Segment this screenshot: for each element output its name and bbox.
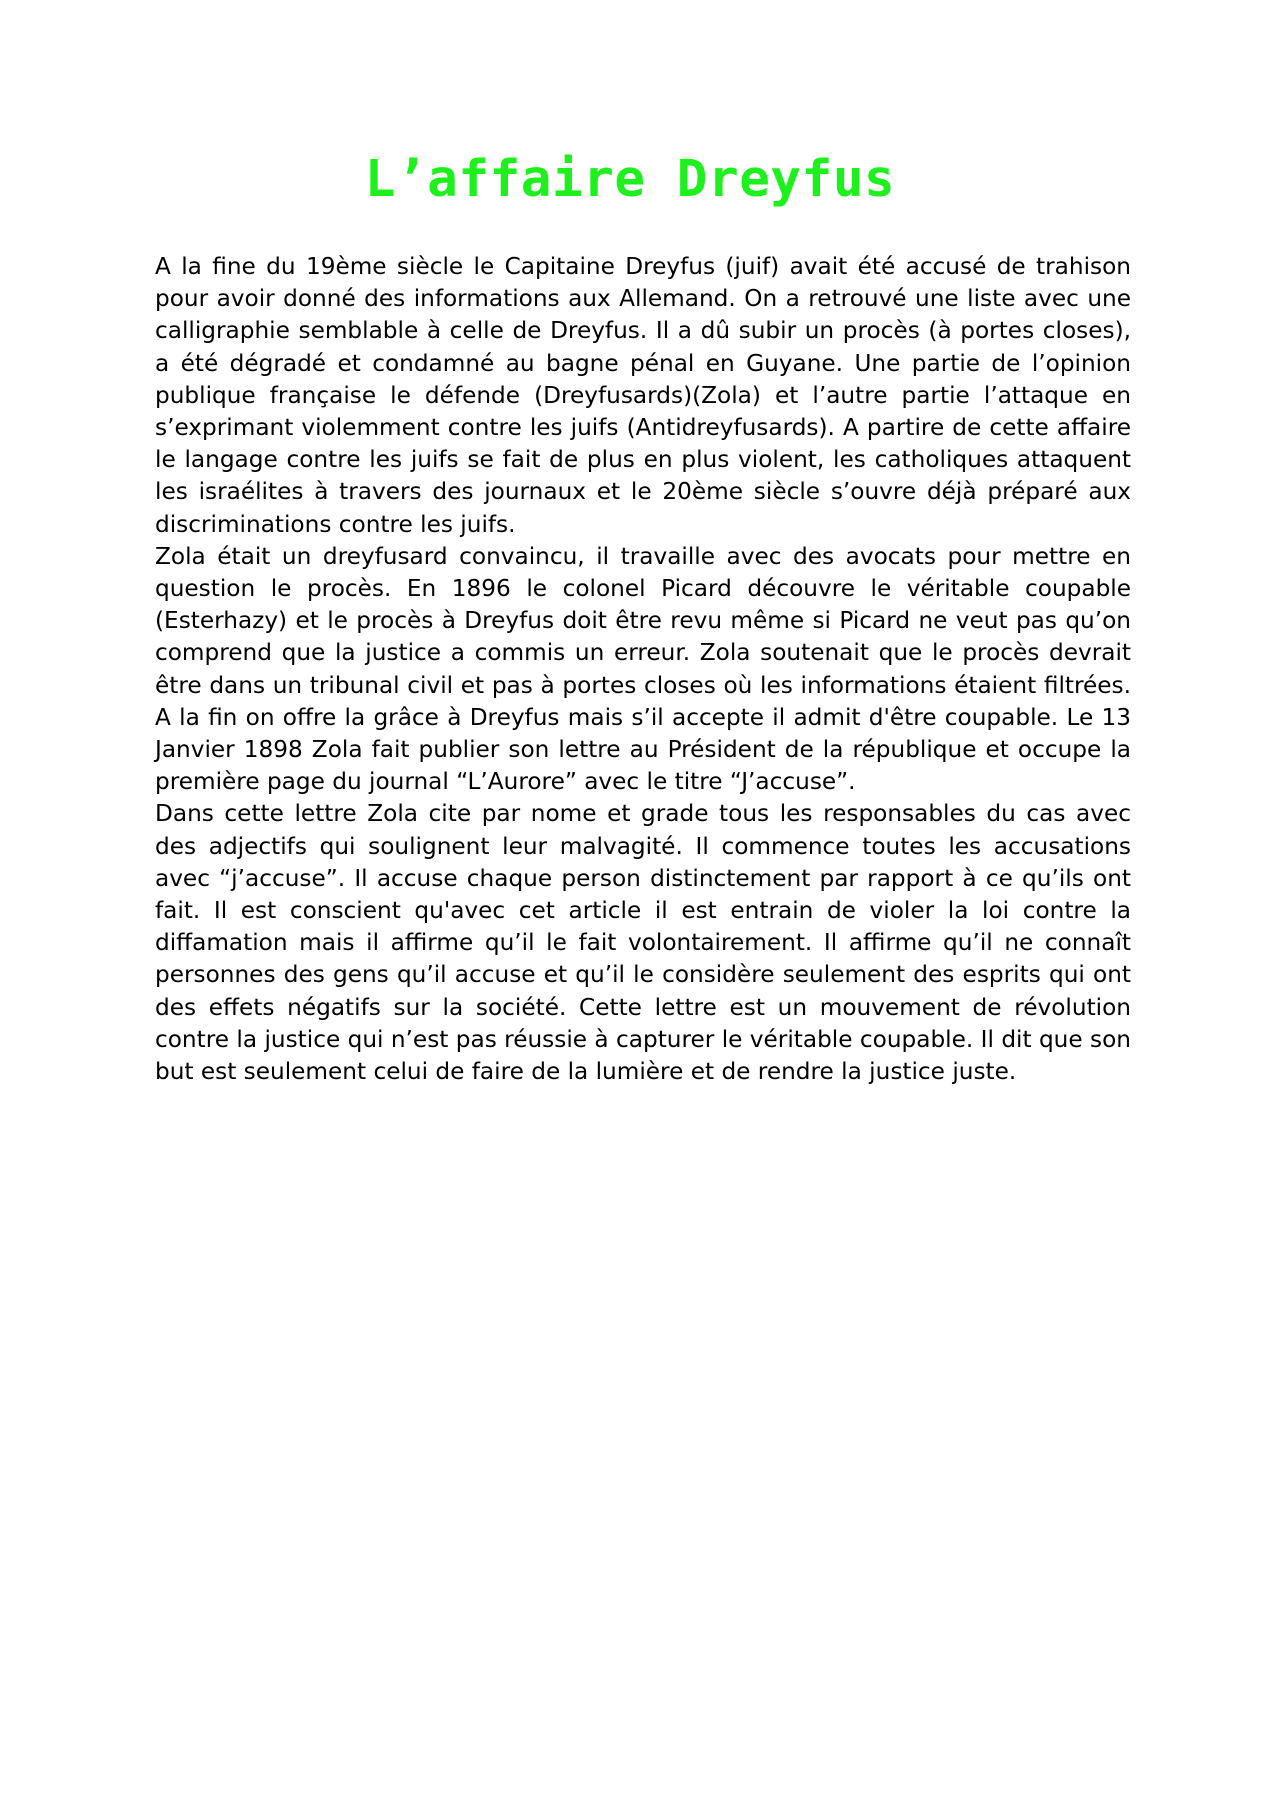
paragraph-2: Zola était un dreyfusard convaincu, il travaille avec des avocats pour mettre en question le procès. En 1896 le colonel Picard découvre le véritable coupable (Esterhazy) et le procès à Dreyfus doit être revu même si Picard ne veut pas qu’on comprend que la justice a commis un erreur. Zola soutenait que le procès devrait être dans un tribunal civil et pas à portes closes où les informations étaient filtrées. A la fin on offre la grâce à Dreyfus mais s’il accepte il admit d'être coupable. Le 13 Janvier 1898 Zola fait publier son lettre au Président de la république et occupe la première page du journal “L’Aurore” avec le titre “J’accuse”. [155, 542, 1131, 796]
paragraph-1: A la fine du 19ème siècle le Capitaine Dreyfus (juif) avait été accusé de trahison pour avoir donné des informations aux Allemand. On a retrouvé une liste avec une calligraphie semblable à celle de Dreyfus. Il a dû subir un procès (à portes closes), a été dégradé et condamné au bagne pénal en Guyane. Une partie de l’opinion publique française le défende (Dreyfusards)(Zola) et l’autre partie l’attaque en s’exprimant violemment contre les juifs (Antidreyfusards). A partire de cette affaire le langage contre les juifs se fait de plus en plus violent, les catholiques attaquent les israélites à travers des journaux et le 20ème siècle s’ouvre déjà préparé aux discriminations contre les juifs. [155, 253, 1131, 538]
paragraph-3: Dans cette lettre Zola cite par nome et grade tous les responsables du cas avec des adjectifs qui soulignent leur malvagité. Il commence toutes les accusations avec “j’accuse”. Il accuse chaque person distinctement par rapport à ce qu’ils ont fait. Il est conscient qu'avec cet article il est entrain de violer la loi contre la diffamation mais il affirme qu’il le fait volontairement. Il affirme qu’il ne connaît personnes des gens qu’il accuse et qu’il le considère seulement des esprits qui ont des effets négatifs sur la société. Cette lettre est un mouvement de révolution contre la justice qui n’est pas réussie à capturer le véritable coupable. Il dit que son but est seulement celui de faire de la lumière et de rendre la justice juste. [155, 800, 1131, 1086]
document-title: L’affaire Dreyfus [364, 150, 896, 209]
document-body [155, 251, 1131, 1088]
